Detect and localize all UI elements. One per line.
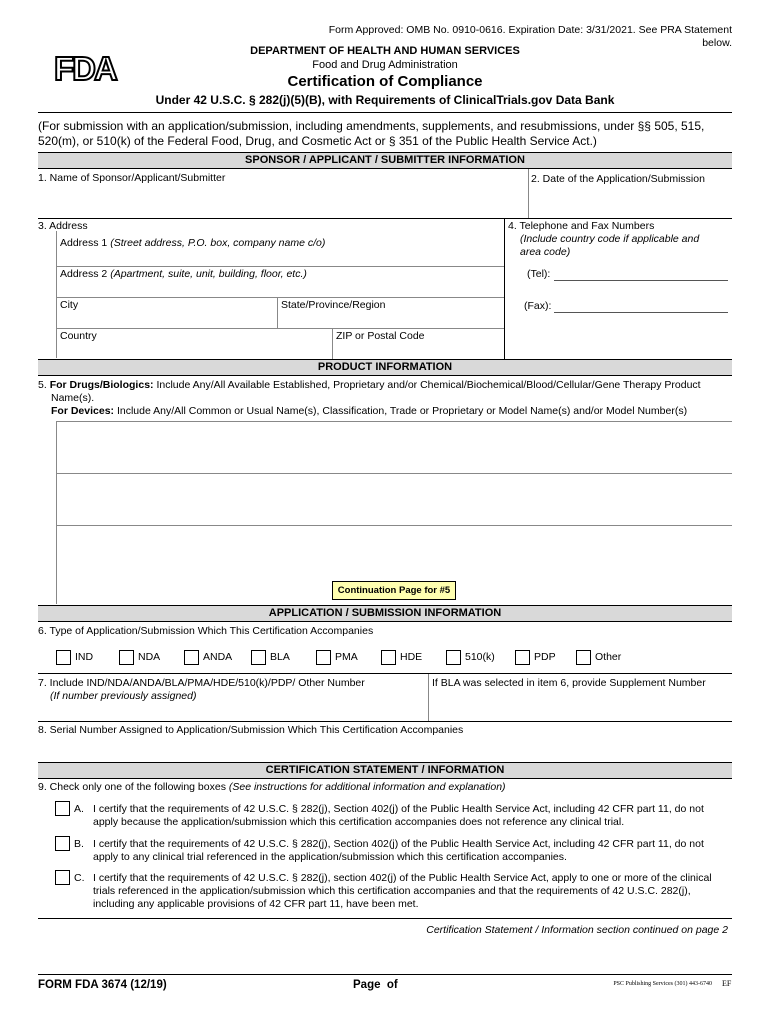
product-name-field-2[interactable] [58, 474, 730, 524]
form-subtitle: Under 42 U.S.C. § 282(j)(5)(B), with Requirements of ClinicalTrials.gov Data Bank [155, 93, 615, 107]
product-drugs-label: 5. For Drugs/Biologics: Include Any/All Available Established, Proprietary and/or Chemical/Biochemical/Blood/Cellular/Gene Therapy Product [38, 379, 701, 391]
checkbox-pma[interactable] [316, 650, 331, 665]
cert-b-line-1: I certify that the requirements of 42 U.S.C. § 282(j), Section 402(j) of the Public Health Service Act, including 42 CFR part 11, do not [93, 838, 704, 850]
address-label: 3. Address [38, 220, 88, 232]
label-510k: 510(k) [465, 651, 495, 663]
department-name: DEPARTMENT OF HEALTH AND HUMAN SERVICES [250, 45, 520, 57]
city-field[interactable] [57, 312, 276, 328]
state-field[interactable] [278, 312, 503, 328]
fax-label: (Fax): [524, 300, 552, 312]
cert-a-line-2: apply because the application/submission which this certification accompanies does not reference any clinical trial. [93, 816, 625, 828]
serial-number-label: 8. Serial Number Assigned to Application/Submission Which This Certification Accompanies [38, 724, 464, 736]
checkbox-bla[interactable] [251, 650, 266, 665]
tel-field[interactable] [554, 280, 728, 281]
supplement-number-label: If BLA was selected in item 6, provide Supplement Number [432, 677, 706, 689]
product-drugs-label-cont: Name(s). [51, 392, 95, 404]
fda-logo-text: FDA [54, 50, 116, 84]
omb-approval-line: Form Approved: OMB No. 0910-0616. Expiration Date: 3/31/2021. See PRA Statement below. [328, 24, 732, 49]
intro-line-1: (For submission with an application/submission, including amendments, supplements, and resubmissions, under §§ 505, 515, [38, 119, 705, 133]
checkbox-anda[interactable] [184, 650, 199, 665]
application-number-hint: (If number previously assigned) [50, 690, 197, 702]
product-name-field-3[interactable] [58, 526, 730, 576]
cert-c-line-2: trials referenced in the application/submission which this certification accompanies and that the requirements of 42 U.S.C. 282(j), [93, 885, 691, 897]
intro-line-2: 520(m), or 510(k) of the Federal Food, Drug, and Cosmetic Act or § 351 of the Public Health Service Act.) [38, 134, 597, 148]
product-devices-label: For Devices: Include Any/All Common or Usual Name(s), Classification, Trade or Proprietary or Model Name(s) and/or Model Number(s) [51, 405, 688, 417]
label-pma: PMA [335, 651, 358, 663]
phone-hint-2: area code) [520, 246, 571, 258]
label-other: Other [595, 651, 622, 663]
cert-c-line-3: including any applicable provisions of 42 CFR part 11, have been met. [93, 898, 419, 910]
cert-b-line-2: apply to any clinical trial referenced in the application/submission which this certification accompanies. [93, 851, 567, 863]
address1-label: Address 1 (Street address, P.O. box, company name c/o) [60, 237, 326, 249]
sponsor-section-header: SPONSOR / APPLICANT / SUBMITTER INFORMATION [38, 152, 732, 169]
page-number: Page of [353, 979, 398, 991]
serial-number-field[interactable] [38, 738, 732, 760]
application-number-label: 7. Include IND/NDA/ANDA/BLA/PMA/HDE/510(k)/PDP/ Other Number [38, 677, 365, 689]
checkbox-hde[interactable] [381, 650, 396, 665]
zip-field[interactable] [333, 343, 503, 358]
product-section-header: PRODUCT INFORMATION [38, 359, 732, 376]
publisher-credit: PSC Publishing Services (301) 443-6740 [613, 981, 712, 987]
form-id: FORM FDA 3674 (12/19) [38, 979, 167, 991]
checkbox-cert-c[interactable] [55, 870, 70, 885]
supplement-number-field[interactable] [432, 691, 731, 720]
checkbox-other[interactable] [576, 650, 591, 665]
cert-c-line-1: I certify that the requirements of 42 U.S.C. § 282(j), section 402(j) of the Public Health Service Act, apply to one or more of the clinical [93, 872, 712, 884]
sponsor-name-label: 1. Name of Sponsor/Applicant/Submitter [38, 172, 226, 184]
checkbox-cert-b[interactable] [55, 836, 70, 851]
ef-mark: EF [722, 979, 732, 988]
form-title: Certification of Compliance [287, 73, 483, 90]
submission-date-field[interactable] [531, 186, 731, 217]
product-name-field-1[interactable] [58, 422, 730, 472]
cert-b-letter: B. [74, 838, 84, 850]
address2-field[interactable] [57, 281, 503, 297]
cert-a-line-1: I certify that the requirements of 42 U.S.C. § 282(j), Section 402(j) of the Public Health Service Act, including 42 CFR part 11, do not [93, 803, 704, 815]
fax-field[interactable] [554, 312, 728, 313]
label-bla: BLA [270, 651, 290, 663]
certification-instructions: 9. Check only one of the following boxes (See instructions for additional information and explanation) [38, 781, 506, 793]
application-number-field[interactable] [50, 704, 426, 720]
checkbox-pdp[interactable] [515, 650, 530, 665]
tel-label: (Tel): [527, 268, 551, 280]
phone-fax-label: 4. Telephone and Fax Numbers [508, 220, 655, 232]
certification-section-header: CERTIFICATION STATEMENT / INFORMATION [38, 762, 732, 779]
agency-name: Food and Drug Administration [312, 59, 458, 71]
phone-hint-1: (Include country code if applicable and [520, 233, 700, 245]
cert-c-letter: C. [74, 872, 85, 884]
checkbox-510k[interactable] [446, 650, 461, 665]
sponsor-name-field[interactable] [38, 185, 526, 217]
label-nda: NDA [138, 651, 161, 663]
city-label: City [60, 299, 79, 311]
continued-note: Certification Statement / Information section continued on page 2 [426, 924, 728, 936]
application-section-header: APPLICATION / SUBMISSION INFORMATION [38, 605, 732, 622]
checkbox-ind[interactable] [56, 650, 71, 665]
application-type-label: 6. Type of Application/Submission Which This Certification Accompanies [38, 625, 374, 637]
country-field[interactable] [57, 343, 331, 358]
label-pdp: PDP [534, 651, 556, 663]
zip-label: ZIP or Postal Code [336, 330, 425, 342]
submission-date-label: 2. Date of the Application/Submission [531, 173, 705, 185]
country-label: Country [60, 330, 97, 342]
checkbox-cert-a[interactable] [55, 801, 70, 816]
checkbox-nda[interactable] [119, 650, 134, 665]
label-anda: ANDA [203, 651, 233, 663]
address2-label: Address 2 (Apartment, suite, unit, building, floor, etc.) [60, 268, 307, 280]
state-label: State/Province/Region [281, 299, 386, 311]
cert-a-letter: A. [74, 803, 84, 815]
label-hde: HDE [400, 651, 423, 663]
label-ind: IND [75, 651, 94, 663]
continuation-page-button[interactable]: Continuation Page for #5 [332, 581, 456, 600]
address1-field[interactable] [57, 250, 503, 266]
